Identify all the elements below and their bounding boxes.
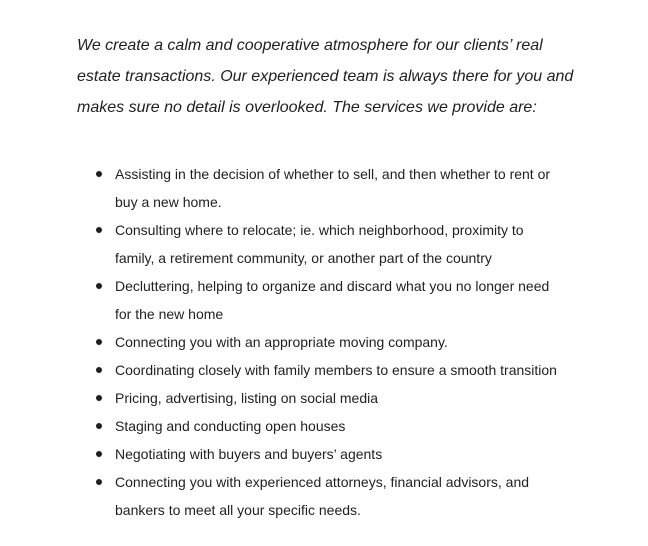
list-item — [96, 412, 566, 440]
bullet-icon — [96, 339, 102, 345]
list-item-text: Staging and conducting open houses — [115, 418, 346, 434]
list-item-text: Negotiating with buyers and buyers’ agents — [115, 446, 383, 462]
list-item — [96, 216, 566, 272]
list-item-text: Connecting you with an appropriate moving company. — [115, 334, 448, 350]
bullet-icon — [96, 423, 102, 429]
list-item-text: Consulting where to relocate; ie. which neighborhood, proximity to family, a retirement community, or another part of the country — [115, 222, 524, 266]
intro-paragraph: We create a calm and cooperative atmosphere for our clients’ real estate transactions. Our experienced team is always there for you and makes sure no detail is overlooked. The services we provide are: — [77, 37, 574, 116]
services-list — [96, 160, 566, 524]
bullet-icon — [96, 479, 102, 485]
bullet-icon — [96, 451, 102, 457]
list-item-text: Pricing, advertising, listing on social media — [115, 390, 379, 406]
bullet-icon — [96, 367, 102, 373]
list-item — [96, 356, 566, 384]
list-item-text: Decluttering, helping to organize and discard what you no longer need for the new home — [115, 278, 550, 322]
list-item — [96, 272, 566, 328]
list-item — [96, 328, 566, 356]
bullet-icon — [96, 395, 102, 401]
list-item-text: Coordinating closely with family members to ensure a smooth transition — [115, 362, 557, 378]
bullet-icon — [96, 283, 102, 289]
list-item — [96, 160, 566, 216]
bullet-icon — [96, 171, 102, 177]
list-item — [96, 468, 566, 524]
list-item — [96, 440, 566, 468]
list-item-text: Assisting in the decision of whether to sell, and then whether to rent or buy a new home. — [115, 166, 551, 210]
bullet-icon — [96, 227, 102, 233]
list-item — [96, 384, 566, 412]
list-item-text: Connecting you with experienced attorneys, financial advisors, and bankers to meet all your specific needs. — [115, 474, 530, 518]
